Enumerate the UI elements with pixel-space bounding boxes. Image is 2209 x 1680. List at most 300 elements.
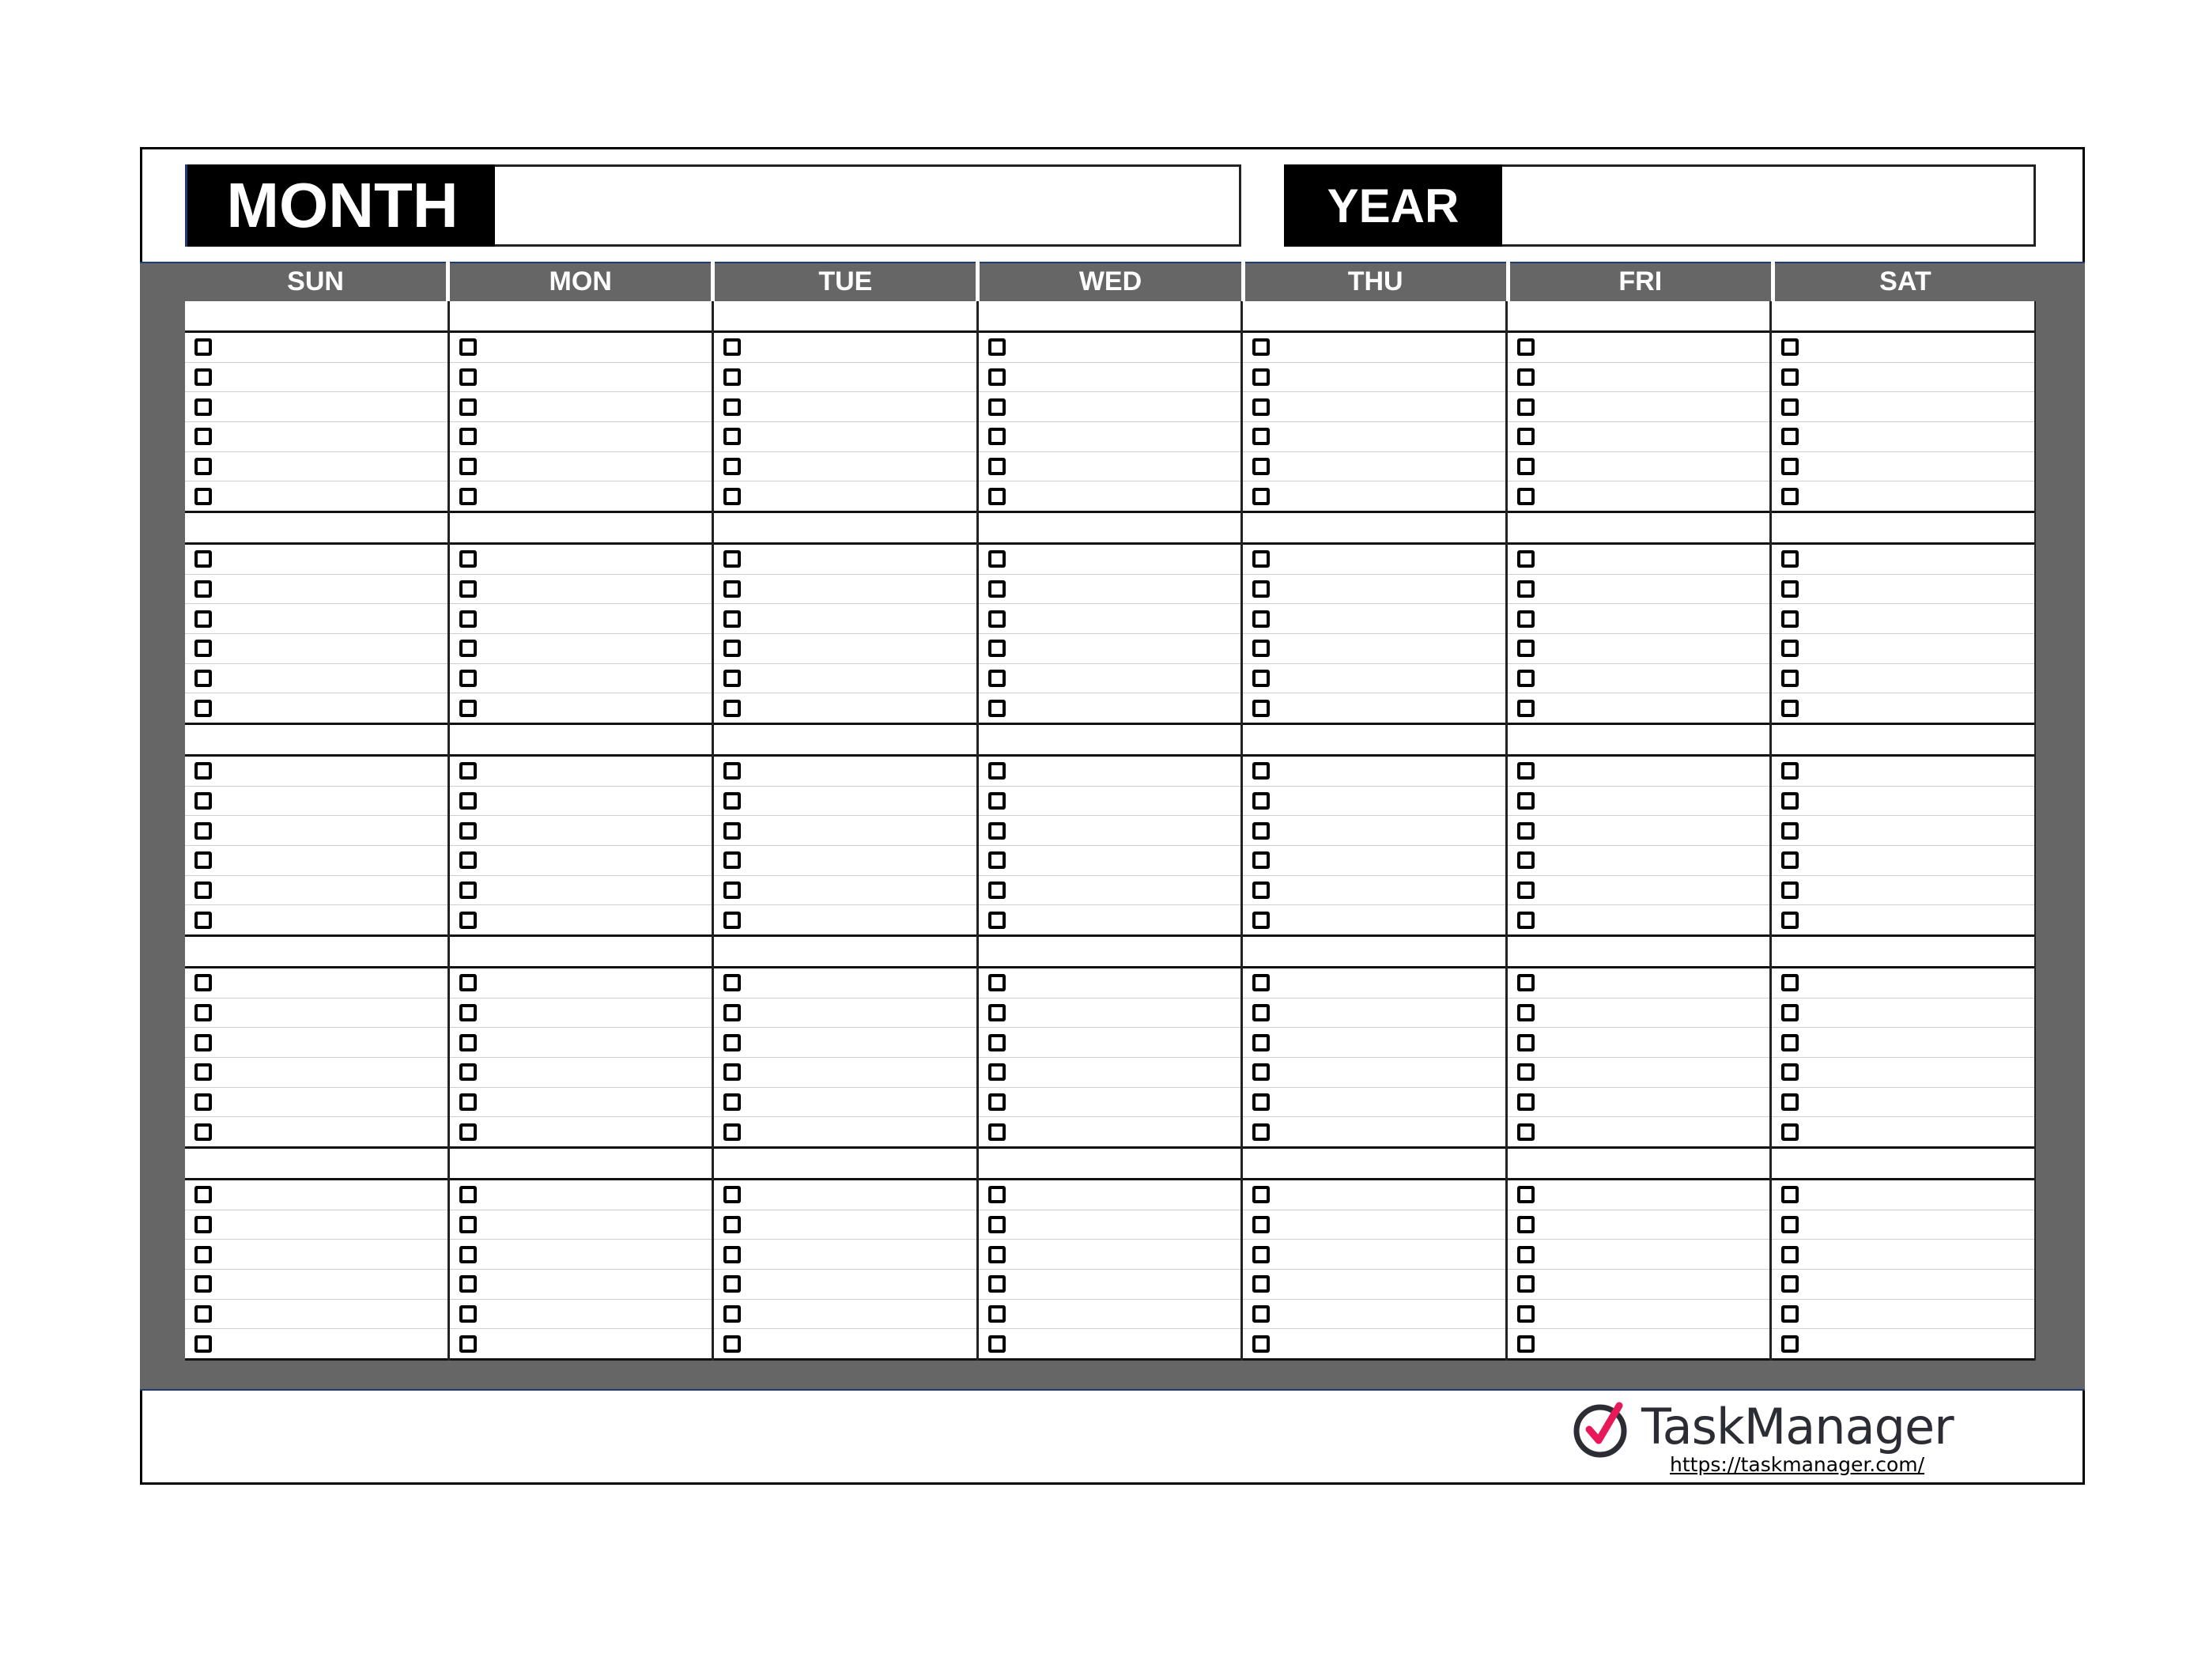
task-checkbox[interactable]	[988, 550, 1006, 568]
task-line[interactable]	[979, 1240, 1241, 1270]
task-line[interactable]	[1243, 545, 1505, 575]
task-checkbox[interactable]	[1517, 1093, 1535, 1111]
task-line[interactable]	[1508, 604, 1770, 634]
task-line[interactable]	[979, 1117, 1241, 1146]
date-field[interactable]	[1243, 937, 1505, 968]
task-line[interactable]	[979, 1329, 1241, 1358]
date-field[interactable]	[1772, 937, 2034, 968]
task-checkbox[interactable]	[1517, 974, 1535, 991]
task-line[interactable]	[1508, 1210, 1770, 1240]
task-checkbox[interactable]	[194, 792, 212, 810]
brand-url-link[interactable]: https://taskmanager.com/	[1670, 1453, 1925, 1476]
task-line[interactable]	[185, 452, 447, 482]
task-line[interactable]	[185, 604, 447, 634]
task-checkbox[interactable]	[194, 1034, 212, 1051]
task-checkbox[interactable]	[459, 488, 477, 505]
task-checkbox[interactable]	[988, 882, 1006, 899]
task-checkbox[interactable]	[1517, 580, 1535, 598]
task-line[interactable]	[714, 787, 976, 817]
task-checkbox[interactable]	[194, 822, 212, 840]
task-line[interactable]	[450, 693, 712, 723]
task-line[interactable]	[714, 333, 976, 363]
task-checkbox[interactable]	[194, 1123, 212, 1141]
task-line[interactable]	[450, 757, 712, 787]
task-line[interactable]	[1243, 452, 1505, 482]
task-line[interactable]	[714, 1180, 976, 1210]
task-checkbox[interactable]	[1781, 398, 1799, 416]
task-checkbox[interactable]	[988, 428, 1006, 445]
task-line[interactable]	[979, 1270, 1241, 1300]
task-line[interactable]	[1243, 1117, 1505, 1146]
task-checkbox[interactable]	[1252, 488, 1270, 505]
task-line[interactable]	[1772, 634, 2034, 664]
task-checkbox[interactable]	[1517, 640, 1535, 657]
task-line[interactable]	[1243, 816, 1505, 846]
task-line[interactable]	[714, 757, 976, 787]
task-line[interactable]	[1772, 1270, 2034, 1300]
task-line[interactable]	[450, 905, 712, 934]
task-checkbox[interactable]	[1252, 974, 1270, 991]
task-checkbox[interactable]	[1252, 670, 1270, 687]
task-checkbox[interactable]	[988, 1063, 1006, 1081]
task-checkbox[interactable]	[194, 1335, 212, 1353]
task-line[interactable]	[185, 634, 447, 664]
task-checkbox[interactable]	[723, 822, 741, 840]
date-field[interactable]	[1243, 725, 1505, 757]
task-checkbox[interactable]	[1781, 851, 1799, 869]
date-field[interactable]	[1772, 725, 2034, 757]
task-checkbox[interactable]	[1781, 580, 1799, 598]
task-checkbox[interactable]	[194, 670, 212, 687]
task-checkbox[interactable]	[1517, 338, 1535, 356]
task-checkbox[interactable]	[459, 1186, 477, 1203]
task-line[interactable]	[714, 1240, 976, 1270]
task-checkbox[interactable]	[988, 1275, 1006, 1293]
task-line[interactable]	[185, 363, 447, 393]
task-checkbox[interactable]	[1781, 762, 1799, 780]
task-line[interactable]	[185, 968, 447, 999]
task-line[interactable]	[1508, 664, 1770, 694]
task-line[interactable]	[185, 757, 447, 787]
task-checkbox[interactable]	[1252, 368, 1270, 386]
task-checkbox[interactable]	[459, 580, 477, 598]
task-checkbox[interactable]	[1252, 700, 1270, 717]
task-line[interactable]	[1243, 1088, 1505, 1118]
task-checkbox[interactable]	[1252, 1305, 1270, 1323]
task-checkbox[interactable]	[1517, 368, 1535, 386]
task-checkbox[interactable]	[1781, 1004, 1799, 1021]
task-line[interactable]	[450, 1117, 712, 1146]
task-line[interactable]	[979, 604, 1241, 634]
task-checkbox[interactable]	[1781, 428, 1799, 445]
task-checkbox[interactable]	[723, 974, 741, 991]
task-checkbox[interactable]	[723, 1335, 741, 1353]
task-checkbox[interactable]	[459, 974, 477, 991]
task-checkbox[interactable]	[723, 792, 741, 810]
task-line[interactable]	[1243, 422, 1505, 452]
task-checkbox[interactable]	[459, 368, 477, 386]
date-field[interactable]	[1243, 513, 1505, 545]
task-line[interactable]	[1243, 333, 1505, 363]
task-checkbox[interactable]	[1517, 700, 1535, 717]
task-checkbox[interactable]	[1517, 670, 1535, 687]
task-checkbox[interactable]	[194, 550, 212, 568]
task-checkbox[interactable]	[194, 488, 212, 505]
task-line[interactable]	[1243, 846, 1505, 876]
task-checkbox[interactable]	[723, 368, 741, 386]
task-checkbox[interactable]	[723, 580, 741, 598]
task-checkbox[interactable]	[723, 1186, 741, 1203]
task-checkbox[interactable]	[194, 1004, 212, 1021]
task-checkbox[interactable]	[1517, 882, 1535, 899]
task-line[interactable]	[1508, 333, 1770, 363]
task-line[interactable]	[1508, 757, 1770, 787]
task-line[interactable]	[714, 846, 976, 876]
task-line[interactable]	[979, 1300, 1241, 1330]
task-line[interactable]	[714, 452, 976, 482]
task-checkbox[interactable]	[988, 762, 1006, 780]
task-checkbox[interactable]	[988, 974, 1006, 991]
task-line[interactable]	[450, 604, 712, 634]
task-checkbox[interactable]	[988, 488, 1006, 505]
task-checkbox[interactable]	[988, 1246, 1006, 1263]
task-checkbox[interactable]	[723, 1063, 741, 1081]
date-field[interactable]	[714, 937, 976, 968]
task-checkbox[interactable]	[723, 851, 741, 869]
task-checkbox[interactable]	[1517, 762, 1535, 780]
task-line[interactable]	[185, 905, 447, 934]
task-line[interactable]	[185, 816, 447, 846]
date-field[interactable]	[1508, 725, 1770, 757]
task-line[interactable]	[450, 1329, 712, 1358]
task-checkbox[interactable]	[723, 1004, 741, 1021]
task-line[interactable]	[714, 1117, 976, 1146]
task-line[interactable]	[1772, 392, 2034, 422]
date-field[interactable]	[1508, 937, 1770, 968]
task-checkbox[interactable]	[723, 550, 741, 568]
task-line[interactable]	[185, 575, 447, 605]
task-line[interactable]	[979, 634, 1241, 664]
task-checkbox[interactable]	[1781, 1034, 1799, 1051]
task-line[interactable]	[979, 1088, 1241, 1118]
task-checkbox[interactable]	[459, 398, 477, 416]
task-line[interactable]	[1772, 693, 2034, 723]
task-checkbox[interactable]	[194, 1216, 212, 1233]
task-line[interactable]	[979, 1058, 1241, 1088]
date-field[interactable]	[450, 937, 712, 968]
task-line[interactable]	[1772, 333, 2034, 363]
task-line[interactable]	[714, 1210, 976, 1240]
task-line[interactable]	[714, 575, 976, 605]
task-line[interactable]	[185, 545, 447, 575]
task-line[interactable]	[1772, 545, 2034, 575]
task-checkbox[interactable]	[988, 1004, 1006, 1021]
task-checkbox[interactable]	[1517, 1335, 1535, 1353]
task-line[interactable]	[1243, 1329, 1505, 1358]
task-checkbox[interactable]	[1781, 1335, 1799, 1353]
task-checkbox[interactable]	[723, 640, 741, 657]
task-line[interactable]	[1508, 481, 1770, 511]
task-line[interactable]	[1508, 876, 1770, 906]
task-checkbox[interactable]	[194, 1246, 212, 1263]
task-checkbox[interactable]	[988, 912, 1006, 929]
task-line[interactable]	[450, 1300, 712, 1330]
task-checkbox[interactable]	[194, 1186, 212, 1203]
date-field[interactable]	[185, 513, 447, 545]
task-checkbox[interactable]	[1252, 1275, 1270, 1293]
task-checkbox[interactable]	[988, 792, 1006, 810]
task-line[interactable]	[185, 846, 447, 876]
task-checkbox[interactable]	[1252, 1186, 1270, 1203]
task-line[interactable]	[185, 1058, 447, 1088]
task-checkbox[interactable]	[1517, 1275, 1535, 1293]
task-line[interactable]	[1243, 1028, 1505, 1058]
task-checkbox[interactable]	[1252, 428, 1270, 445]
task-line[interactable]	[714, 1300, 976, 1330]
task-checkbox[interactable]	[1781, 1093, 1799, 1111]
task-checkbox[interactable]	[1517, 488, 1535, 505]
task-line[interactable]	[979, 1210, 1241, 1240]
task-line[interactable]	[979, 333, 1241, 363]
task-checkbox[interactable]	[1781, 610, 1799, 628]
task-checkbox[interactable]	[723, 762, 741, 780]
task-checkbox[interactable]	[194, 1063, 212, 1081]
task-line[interactable]	[714, 392, 976, 422]
task-checkbox[interactable]	[459, 1034, 477, 1051]
task-checkbox[interactable]	[1781, 368, 1799, 386]
task-line[interactable]	[1243, 363, 1505, 393]
task-line[interactable]	[450, 333, 712, 363]
task-line[interactable]	[1508, 545, 1770, 575]
task-line[interactable]	[450, 452, 712, 482]
task-checkbox[interactable]	[1252, 1246, 1270, 1263]
task-checkbox[interactable]	[723, 458, 741, 475]
task-line[interactable]	[1243, 1058, 1505, 1088]
task-checkbox[interactable]	[723, 912, 741, 929]
task-line[interactable]	[1772, 999, 2034, 1029]
task-checkbox[interactable]	[988, 338, 1006, 356]
task-checkbox[interactable]	[1781, 670, 1799, 687]
task-checkbox[interactable]	[1252, 550, 1270, 568]
task-line[interactable]	[714, 968, 976, 999]
task-checkbox[interactable]	[459, 670, 477, 687]
task-line[interactable]	[714, 481, 976, 511]
task-checkbox[interactable]	[988, 700, 1006, 717]
task-line[interactable]	[714, 604, 976, 634]
task-checkbox[interactable]	[988, 670, 1006, 687]
task-checkbox[interactable]	[459, 640, 477, 657]
task-checkbox[interactable]	[1517, 1305, 1535, 1323]
task-checkbox[interactable]	[1252, 580, 1270, 598]
task-line[interactable]	[979, 816, 1241, 846]
task-line[interactable]	[450, 968, 712, 999]
task-line[interactable]	[1508, 816, 1770, 846]
task-checkbox[interactable]	[1781, 338, 1799, 356]
task-line[interactable]	[450, 1028, 712, 1058]
task-checkbox[interactable]	[1781, 640, 1799, 657]
date-field[interactable]	[1772, 301, 2034, 333]
task-checkbox[interactable]	[1252, 398, 1270, 416]
task-checkbox[interactable]	[988, 458, 1006, 475]
task-checkbox[interactable]	[1517, 1186, 1535, 1203]
task-checkbox[interactable]	[1781, 792, 1799, 810]
task-checkbox[interactable]	[1781, 1216, 1799, 1233]
task-line[interactable]	[1243, 787, 1505, 817]
task-checkbox[interactable]	[1781, 1305, 1799, 1323]
task-checkbox[interactable]	[1252, 640, 1270, 657]
task-checkbox[interactable]	[723, 1216, 741, 1233]
task-line[interactable]	[1772, 452, 2034, 482]
task-line[interactable]	[1508, 905, 1770, 934]
task-checkbox[interactable]	[723, 1093, 741, 1111]
date-field[interactable]	[185, 937, 447, 968]
task-line[interactable]	[185, 1270, 447, 1300]
task-checkbox[interactable]	[1781, 700, 1799, 717]
task-checkbox[interactable]	[1517, 398, 1535, 416]
task-line[interactable]	[1243, 693, 1505, 723]
task-line[interactable]	[1243, 1300, 1505, 1330]
task-checkbox[interactable]	[459, 1093, 477, 1111]
task-checkbox[interactable]	[459, 1305, 477, 1323]
task-line[interactable]	[450, 1180, 712, 1210]
task-checkbox[interactable]	[1781, 1186, 1799, 1203]
task-line[interactable]	[714, 999, 976, 1029]
task-checkbox[interactable]	[723, 1275, 741, 1293]
task-line[interactable]	[185, 1300, 447, 1330]
month-input-field[interactable]	[495, 164, 1241, 247]
task-checkbox[interactable]	[1517, 1004, 1535, 1021]
task-line[interactable]	[1508, 575, 1770, 605]
task-line[interactable]	[450, 1058, 712, 1088]
task-line[interactable]	[1508, 363, 1770, 393]
task-line[interactable]	[1772, 575, 2034, 605]
task-checkbox[interactable]	[459, 792, 477, 810]
task-checkbox[interactable]	[194, 610, 212, 628]
task-line[interactable]	[185, 693, 447, 723]
task-line[interactable]	[1243, 575, 1505, 605]
task-line[interactable]	[979, 905, 1241, 934]
task-checkbox[interactable]	[1781, 882, 1799, 899]
task-checkbox[interactable]	[1252, 1004, 1270, 1021]
task-line[interactable]	[1772, 846, 2034, 876]
task-line[interactable]	[714, 1270, 976, 1300]
task-line[interactable]	[185, 876, 447, 906]
task-checkbox[interactable]	[1252, 822, 1270, 840]
task-checkbox[interactable]	[194, 1093, 212, 1111]
task-checkbox[interactable]	[459, 1246, 477, 1263]
task-line[interactable]	[979, 545, 1241, 575]
task-checkbox[interactable]	[459, 1335, 477, 1353]
task-checkbox[interactable]	[1781, 458, 1799, 475]
task-checkbox[interactable]	[1517, 912, 1535, 929]
task-line[interactable]	[1772, 1240, 2034, 1270]
task-checkbox[interactable]	[723, 610, 741, 628]
task-checkbox[interactable]	[194, 458, 212, 475]
task-line[interactable]	[979, 757, 1241, 787]
task-checkbox[interactable]	[1252, 1123, 1270, 1141]
task-line[interactable]	[1772, 1028, 2034, 1058]
task-checkbox[interactable]	[1252, 1335, 1270, 1353]
task-line[interactable]	[185, 787, 447, 817]
task-line[interactable]	[450, 876, 712, 906]
task-line[interactable]	[1508, 693, 1770, 723]
task-line[interactable]	[714, 1058, 976, 1088]
task-checkbox[interactable]	[194, 912, 212, 929]
date-field[interactable]	[1243, 1149, 1505, 1180]
task-line[interactable]	[450, 1270, 712, 1300]
task-checkbox[interactable]	[1781, 1275, 1799, 1293]
task-checkbox[interactable]	[1517, 1123, 1535, 1141]
task-checkbox[interactable]	[723, 398, 741, 416]
task-line[interactable]	[979, 392, 1241, 422]
task-checkbox[interactable]	[1781, 550, 1799, 568]
date-field[interactable]	[450, 1149, 712, 1180]
task-checkbox[interactable]	[988, 1093, 1006, 1111]
task-line[interactable]	[1243, 1270, 1505, 1300]
task-line[interactable]	[1508, 1240, 1770, 1270]
task-line[interactable]	[1772, 816, 2034, 846]
task-line[interactable]	[185, 1329, 447, 1358]
task-line[interactable]	[1508, 787, 1770, 817]
task-line[interactable]	[714, 664, 976, 694]
task-line[interactable]	[979, 846, 1241, 876]
task-line[interactable]	[1243, 968, 1505, 999]
task-checkbox[interactable]	[723, 882, 741, 899]
task-line[interactable]	[450, 363, 712, 393]
task-checkbox[interactable]	[723, 1305, 741, 1323]
task-line[interactable]	[979, 876, 1241, 906]
task-line[interactable]	[979, 693, 1241, 723]
task-line[interactable]	[450, 999, 712, 1029]
date-field[interactable]	[714, 513, 976, 545]
date-field[interactable]	[185, 725, 447, 757]
task-checkbox[interactable]	[459, 1275, 477, 1293]
task-checkbox[interactable]	[194, 428, 212, 445]
task-checkbox[interactable]	[1781, 912, 1799, 929]
task-checkbox[interactable]	[723, 670, 741, 687]
task-checkbox[interactable]	[988, 1335, 1006, 1353]
task-checkbox[interactable]	[194, 368, 212, 386]
task-checkbox[interactable]	[1517, 792, 1535, 810]
task-line[interactable]	[185, 1240, 447, 1270]
task-checkbox[interactable]	[1517, 1063, 1535, 1081]
date-field[interactable]	[1508, 301, 1770, 333]
task-line[interactable]	[185, 392, 447, 422]
task-line[interactable]	[714, 545, 976, 575]
task-line[interactable]	[1508, 452, 1770, 482]
task-line[interactable]	[1772, 604, 2034, 634]
task-line[interactable]	[1508, 1300, 1770, 1330]
task-line[interactable]	[1508, 422, 1770, 452]
task-line[interactable]	[1243, 392, 1505, 422]
task-checkbox[interactable]	[723, 488, 741, 505]
task-checkbox[interactable]	[459, 822, 477, 840]
task-checkbox[interactable]	[988, 610, 1006, 628]
task-checkbox[interactable]	[1781, 822, 1799, 840]
task-checkbox[interactable]	[1517, 851, 1535, 869]
date-field[interactable]	[979, 301, 1241, 333]
task-line[interactable]	[450, 787, 712, 817]
task-checkbox[interactable]	[1252, 1063, 1270, 1081]
task-line[interactable]	[185, 1117, 447, 1146]
task-checkbox[interactable]	[1252, 1093, 1270, 1111]
task-checkbox[interactable]	[459, 851, 477, 869]
date-field[interactable]	[450, 301, 712, 333]
task-line[interactable]	[185, 1180, 447, 1210]
task-line[interactable]	[1772, 1117, 2034, 1146]
task-checkbox[interactable]	[988, 640, 1006, 657]
task-line[interactable]	[1772, 1329, 2034, 1358]
